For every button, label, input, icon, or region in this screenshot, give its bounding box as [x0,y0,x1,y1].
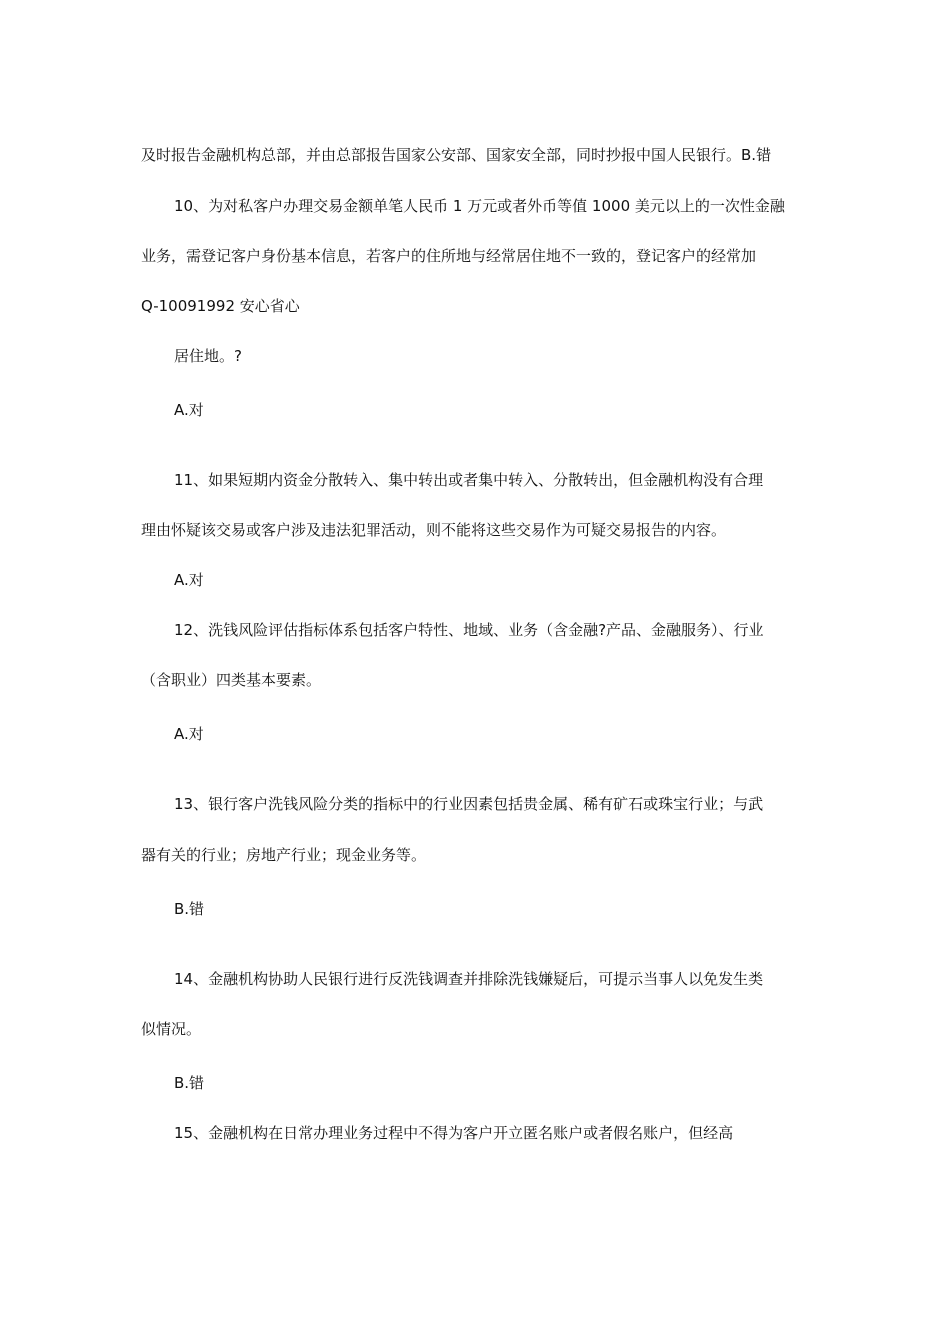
answer-10: A.对 [174,401,204,419]
question-14-line-2: 似情况。 [141,1020,202,1038]
watermark-text-line: Q-10091992 安心省心 [141,297,300,315]
answer-14: B.错 [174,1074,205,1092]
question-11-line-2: 理由怀疑该交易或客户涉及违法犯罪活动，则不能将这些交易作为可疑交易报告的内容。 [141,521,727,539]
answer-11: A.对 [174,571,204,589]
text-line-continuation: 及时报告金融机构总部，并由总部报告国家公安部、国家安全部，同时抄报中国人民银行。B.错 [141,146,772,164]
question-13-line-2: 器有关的行业；房地产行业；现金业务等。 [141,846,427,864]
question-11-line-1: 11、如果短期内资金分散转入、集中转出或者集中转入、分散转出，但金融机构没有合理 [174,471,764,489]
question-12-line-2: （含职业）四类基本要素。 [141,671,322,689]
question-14-line-1: 14、金融机构协助人民银行进行反洗钱调查并排除洗钱嫌疑后，可提示当事人以免发生类 [174,970,764,988]
question-13-line-1: 13、银行客户洗钱风险分类的指标中的行业因素包括贵金属、稀有矿石或珠宝行业；与武 [174,795,764,813]
question-10-line-2: 业务，需登记客户身份基本信息，若客户的住所地与经常居住地不一致的，登记客户的经常加 [141,247,757,265]
question-12-line-1: 12、洗钱风险评估指标体系包括客户特性、地域、业务（含金融?产品、金融服务）、行业 [174,621,764,639]
question-10-line-3: 居住地。? [174,347,242,365]
question-15-line-1: 15、金融机构在日常办理业务过程中不得为客户开立匿名账户或者假名账户，但经高 [174,1124,734,1142]
answer-13: B.错 [174,900,205,918]
question-10-line-1: 10、为对私客户办理交易金额单笔人民币 1 万元或者外币等值 1000 美元以上的一次性金融 [174,197,785,215]
answer-12: A.对 [174,725,204,743]
